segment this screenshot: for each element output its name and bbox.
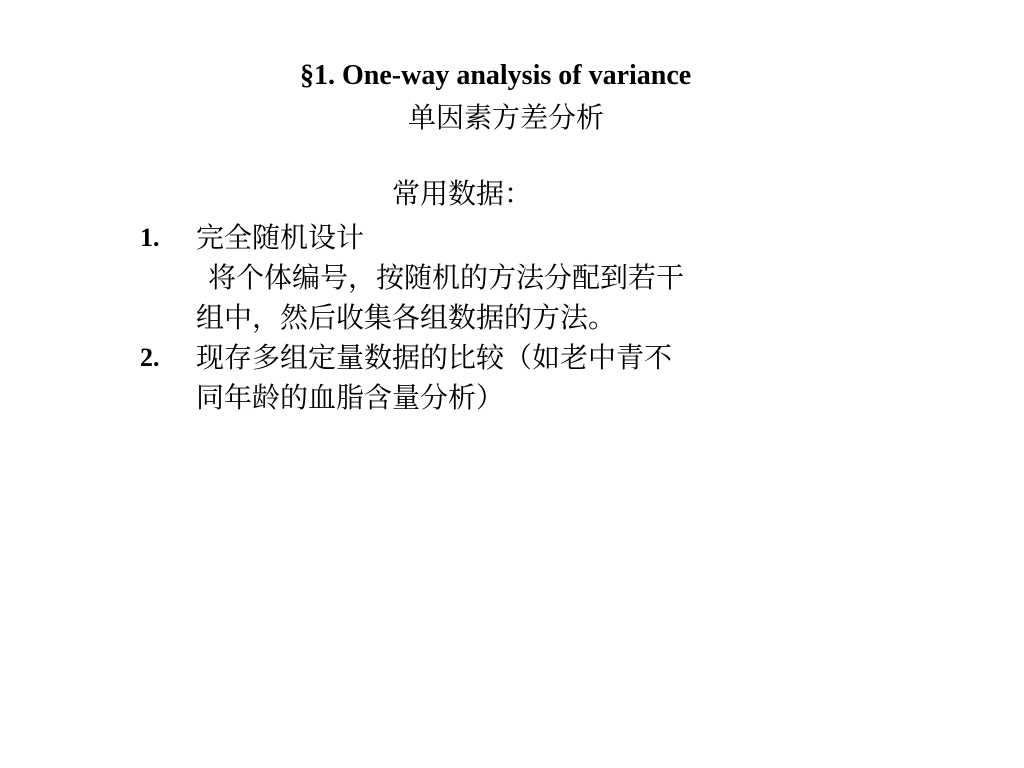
- slide-title-english: §1. One-way analysis of variance: [300, 60, 692, 91]
- numbered-list: [140, 218, 840, 418]
- list-item-number: 2.: [140, 343, 160, 372]
- list-item: [140, 218, 840, 338]
- list-item-heading: 完全随机设计: [196, 221, 365, 254]
- list-item-description-line: 将个体编号，按随机的方法分配到若干: [208, 261, 685, 294]
- common-data-heading: 常用数据：: [392, 177, 533, 210]
- list-item-number: 1.: [140, 223, 160, 252]
- list-item-text-line: 现存多组定量数据的比较（如老中青不: [196, 341, 673, 374]
- list-item-text-line: 同年龄的血脂含量分析）: [196, 381, 505, 414]
- list-item-description-line: 组中，然后收集各组数据的方法。: [196, 301, 617, 334]
- slide-title-chinese: 单因素方差分析: [408, 101, 605, 134]
- list-item: [140, 338, 840, 418]
